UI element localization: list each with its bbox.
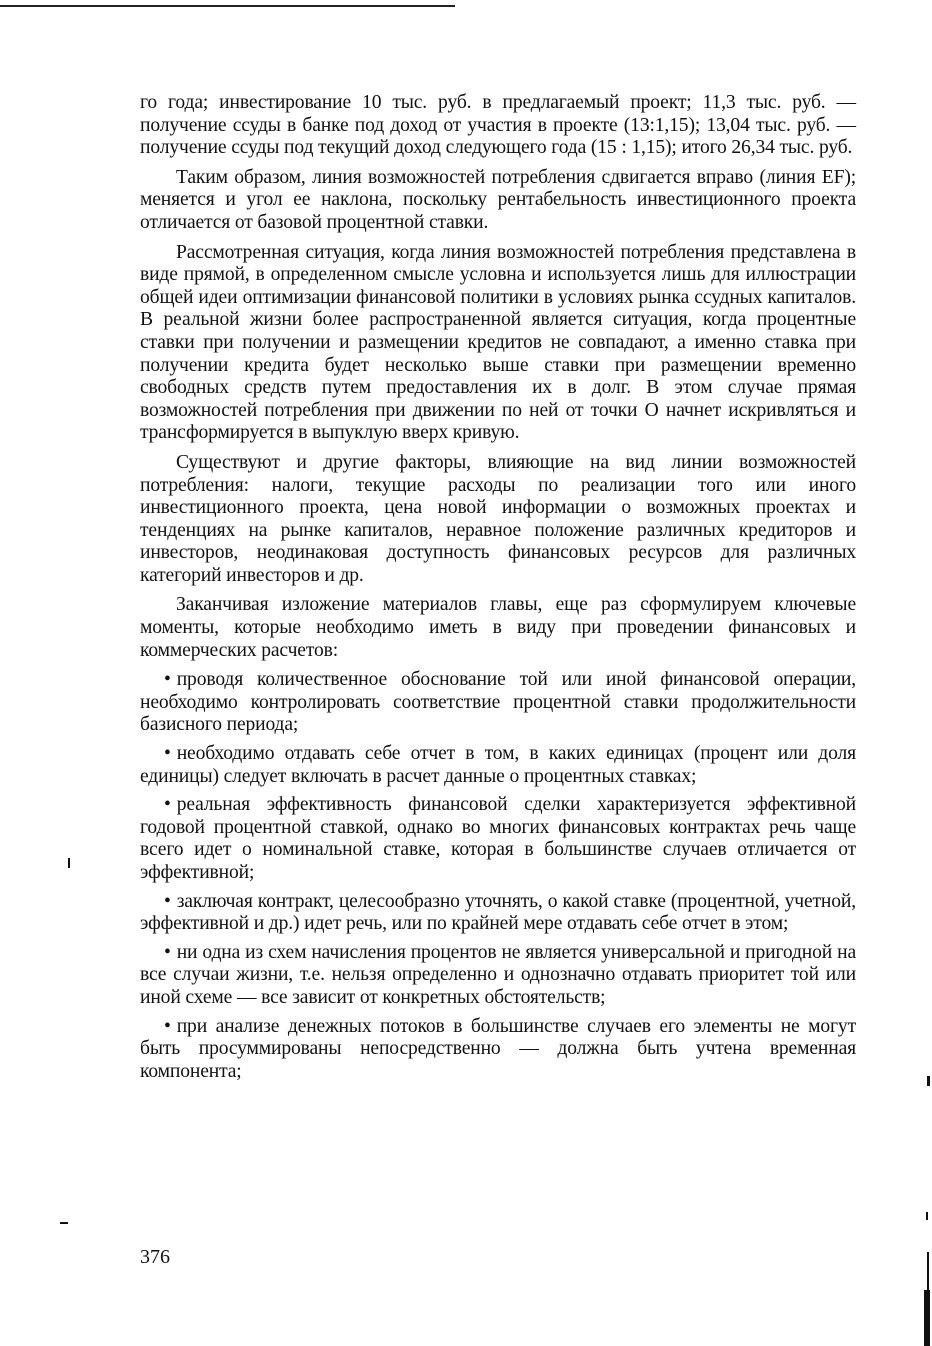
scan-edge-mark — [927, 1252, 929, 1292]
bullet-item — [140, 794, 856, 884]
bullet-item — [140, 891, 856, 936]
scan-edge-mark — [68, 858, 70, 868]
bullet-item — [140, 1016, 856, 1084]
paragraph-3: Рассмотренная ситуация, когда линия возможностей потребления представлена в виде прямой, в определенном смысле условна и используется лишь для иллюстрации общей идеи оптимизации финансовой политики в условиях рынка ссудных капиталов. В реальной жизни более распространенной является ситуация, когда процентные ставки при получении и размещении кредитов не совпадают, а именно ставка при получении кредита будет несколько выше ставки при размещении временно свободных средств путем предоставления их в долг. В этом случае прямая возможностей потребления при движении по ней от точки O начнет искривляться и трансформируется в выпуклую вверх кривую. — [140, 241, 856, 444]
page-number: 376 — [140, 1246, 170, 1268]
bullet-text: при анализе денежных потоков в большинстве случаев его элементы не могут быть просуммированы непосредственно — должна быть учтена временная компонента; — [140, 1015, 856, 1082]
bullet-item — [140, 743, 856, 788]
bullet-item — [140, 942, 856, 1010]
bullet-item — [140, 669, 856, 737]
bullet-dot-icon: • — [164, 743, 171, 765]
scan-edge-mark — [927, 1076, 930, 1086]
bullet-dot-icon: • — [164, 890, 171, 912]
paragraph-5: Заканчивая изложение материалов главы, еще раз сформулируем ключевые моменты, которые необходимо иметь в виду при проведении финансовых и коммерческих расчетов: — [140, 594, 856, 661]
top-rule — [0, 5, 455, 7]
bullet-text: заключая контракт, целесообразно уточнять, о какой ставке (процентной, учетной, эффективной и др.) идет речь, или по крайней мере отдавать себе отчет в этом; — [140, 890, 856, 935]
paragraph-1: го года; инвестирование 10 тыс. руб. в предлагаемый проект; 11,3 тыс. руб. — получение ссуды в банке под доход от участия в проекте (13:1,15); 13,04 тыс. руб. — получение ссуды под текущий доход следующего года (15 : 1,15); итого 26,34 тыс. руб. — [140, 92, 856, 159]
page-body — [140, 92, 856, 1083]
scan-edge-mark — [924, 1290, 930, 1346]
bullet-text: проводя количественное обоснование той или иной финансовой операции, необходимо контролировать соответствие процентной ставки продолжительности базисного периода; — [140, 669, 856, 736]
scan-edge-mark — [60, 1222, 68, 1224]
paragraph-2: Таким образом, линия возможностей потребления сдвигается вправо (линия EF); меняется и угол ее наклона, поскольку рентабельность инвестиционного проекта отличается от базовой процентной ставки. — [140, 166, 856, 233]
bullet-dot-icon: • — [164, 794, 171, 816]
scan-edge-mark — [926, 1212, 928, 1220]
bullet-text: реальная эффективность финансовой сделки характеризуется эффективной годовой процентной ставкой, однако во многих финансовых контрактах речь чаще всего идет о номинальной ставке, которая в большинстве случаев отличается от эффективной; — [140, 794, 856, 883]
paragraph-4: Существуют и другие факторы, влияющие на вид линии возможностей потребления: налоги, текущие расходы по реализации того или иного инвестиционного проекта, цена новой информации о возможных проектах и тенденциях на рынке капиталов, неравное положение различных кредиторов и инвесторов, неодинаковая доступность финансовых ресурсов для различных категорий инвесторов и др. — [140, 451, 856, 586]
bullet-dot-icon: • — [164, 669, 171, 691]
bullet-text: необходимо отдавать себе отчет в том, в каких единицах (процент или доля единицы) следует включать в расчет данные о процентных ставках; — [140, 743, 856, 787]
bullet-text: ни одна из схем начисления процентов не является универсальной и пригодной на все случаи жизни, т.е. нельзя определенно и однозначно отдавать приоритет той или иной схеме — все зависит от конкретных обстоятельств; — [140, 941, 856, 1008]
bullet-dot-icon: • — [164, 1015, 171, 1037]
bullet-dot-icon: • — [164, 941, 171, 963]
